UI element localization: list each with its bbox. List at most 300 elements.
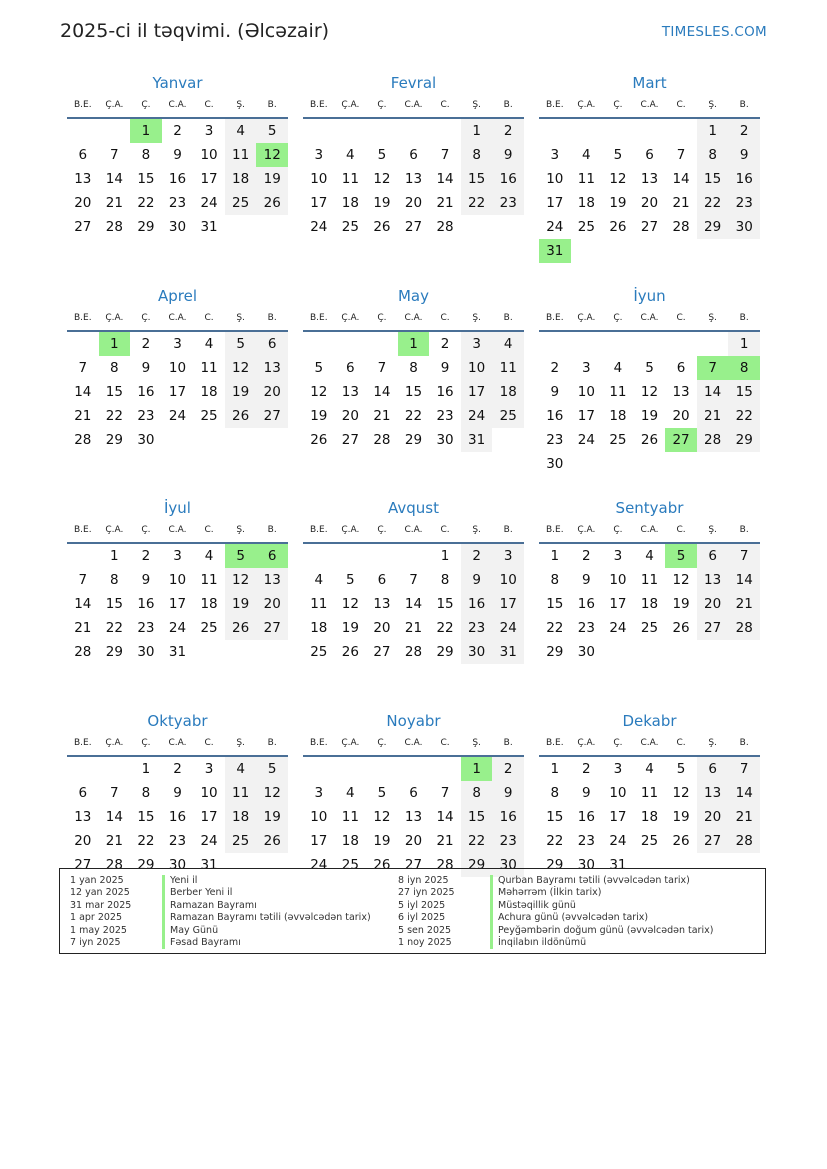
day-cell: 22 xyxy=(105,620,123,636)
day-cell: 26 xyxy=(373,219,391,235)
day-cell: 29 xyxy=(461,853,493,877)
weekday-label: B. xyxy=(739,525,749,535)
day-cell: 28 xyxy=(105,856,123,873)
day-cell: 24 xyxy=(168,407,187,424)
day-cell: 15 xyxy=(697,167,729,191)
legend-row xyxy=(398,925,713,937)
weekday-label: B. xyxy=(267,737,277,748)
month-block xyxy=(539,498,760,711)
day-cell: 28 xyxy=(105,219,123,235)
day-cell: 14 xyxy=(436,808,454,825)
empty-day-cell xyxy=(335,544,367,568)
empty-day-cell xyxy=(665,452,697,476)
day-cell: 9 xyxy=(173,147,182,163)
weekday-header xyxy=(539,93,760,119)
holiday-day-cell: 6 xyxy=(256,544,288,568)
day-cell: 26 xyxy=(256,829,288,853)
day-cell: 7 xyxy=(728,757,760,781)
day-cell: 28 xyxy=(672,219,690,235)
legend-row xyxy=(70,925,371,937)
day-cell: 31 xyxy=(609,856,627,873)
day-cell: 13 xyxy=(404,808,423,825)
day-cell: 18 xyxy=(225,167,257,191)
holiday-day-cell: 8 xyxy=(728,356,760,380)
day-cell: 27 xyxy=(256,616,288,640)
day-cell: 6 xyxy=(377,572,387,588)
weekday-label: Ç. xyxy=(377,312,387,323)
day-cell: 23 xyxy=(436,407,454,424)
day-cell: 27 xyxy=(341,431,359,448)
day-cell: 24 xyxy=(200,832,218,849)
legend-date: 27 iyn 2025 xyxy=(398,887,455,899)
day-cell: 21 xyxy=(728,805,760,829)
day-cell: 17 xyxy=(577,407,595,424)
weekday-label: Ş. xyxy=(708,525,717,535)
empty-day-cell xyxy=(366,544,398,568)
day-cell: 17 xyxy=(609,808,627,825)
day-cell: 23 xyxy=(168,832,187,849)
day-cell: 2 xyxy=(492,119,524,143)
day-cell: 17 xyxy=(200,171,218,187)
day-cell: 26 xyxy=(225,616,257,640)
day-cell: 12 xyxy=(310,383,328,400)
day-cell: 11 xyxy=(492,356,524,380)
day-cell: 4 xyxy=(225,119,257,143)
weekday-label: C. xyxy=(204,312,214,323)
day-cell: 8 xyxy=(110,359,119,376)
day-cell: 18 xyxy=(640,596,659,612)
day-cell: 9 xyxy=(492,781,524,805)
day-cell: 28 xyxy=(436,856,454,873)
month-name: Dekabr xyxy=(622,711,677,730)
day-cell: 11 xyxy=(310,596,328,612)
day-cell: 26 xyxy=(672,832,690,849)
empty-day-cell xyxy=(728,239,760,263)
day-cell: 26 xyxy=(225,404,257,428)
day-cell: 29 xyxy=(137,856,155,873)
month-name: Noyabr xyxy=(386,711,441,730)
weekday-header xyxy=(539,518,760,544)
day-cell: 25 xyxy=(341,856,359,873)
holiday-day-cell: 5 xyxy=(225,544,257,568)
day-cell: 5 xyxy=(613,147,623,163)
day-cell: 19 xyxy=(609,195,627,211)
day-cell: 10 xyxy=(310,808,328,825)
empty-day-cell xyxy=(571,239,603,263)
weekday-label: B.E. xyxy=(309,525,328,535)
month-name: Avqust xyxy=(388,499,439,517)
day-cell: 14 xyxy=(373,383,391,400)
day-cell: 27 xyxy=(404,856,423,873)
weekday-header xyxy=(67,518,288,544)
day-cell: 8 xyxy=(550,572,560,588)
empty-day-cell xyxy=(67,119,99,143)
day-cell: 26 xyxy=(310,431,328,448)
day-cell: 10 xyxy=(200,784,218,801)
day-cell: 18 xyxy=(609,407,627,424)
day-cell: 7 xyxy=(409,572,418,588)
day-cell: 31 xyxy=(200,219,218,235)
day-cell: 18 xyxy=(341,832,359,849)
day-cell: 27 xyxy=(74,856,92,873)
day-cell: 6 xyxy=(409,147,418,163)
weekday-label: Ş. xyxy=(472,737,481,748)
weekday-header xyxy=(303,518,524,544)
weekday-label: Ç.A. xyxy=(341,737,360,748)
day-cell: 4 xyxy=(645,760,654,777)
day-cell: 4 xyxy=(346,147,355,163)
day-cell: 14 xyxy=(728,781,760,805)
day-cell: 16 xyxy=(728,167,760,191)
day-cell: 24 xyxy=(546,219,564,235)
day-cell: 15 xyxy=(404,383,423,400)
month-name: Mart xyxy=(632,74,667,92)
empty-day-cell xyxy=(335,332,367,356)
day-cell: 9 xyxy=(492,143,524,167)
day-cell: 7 xyxy=(110,147,119,163)
legend-date: 5 sen 2025 xyxy=(398,924,452,936)
empty-day-cell xyxy=(225,215,257,239)
day-cell: 21 xyxy=(672,195,690,211)
day-cell: 29 xyxy=(546,644,564,660)
day-cell: 4 xyxy=(645,548,654,564)
holiday-legend xyxy=(59,868,766,954)
day-cell: 27 xyxy=(404,219,423,235)
legend-row xyxy=(70,937,371,949)
day-cell: 22 xyxy=(404,407,423,424)
day-cell: 16 xyxy=(436,383,454,400)
holiday-day-cell: 7 xyxy=(697,356,729,380)
empty-day-cell xyxy=(728,452,760,476)
day-cell: 30 xyxy=(577,856,595,873)
empty-day-cell xyxy=(303,544,335,568)
day-cell: 4 xyxy=(582,147,591,163)
day-cell: 12 xyxy=(373,171,391,187)
day-cell: 6 xyxy=(78,784,88,801)
day-cell: 29 xyxy=(728,428,760,452)
day-cell: 4 xyxy=(346,784,355,801)
day-cell: 31 xyxy=(200,856,218,873)
day-cell: 2 xyxy=(550,359,560,376)
day-cell: 4 xyxy=(314,572,324,588)
weekday-label: Ç.A. xyxy=(577,525,596,535)
legend-holiday-name: Ramazan Bayramı xyxy=(170,899,257,911)
day-cell: 26 xyxy=(341,644,359,660)
weekday-label: Ç. xyxy=(141,100,151,110)
empty-day-cell xyxy=(256,428,288,452)
weekday-label: Ç.A. xyxy=(105,737,124,748)
day-cell: 22 xyxy=(105,407,123,424)
day-cell: 31 xyxy=(492,640,524,664)
empty-day-cell xyxy=(335,119,367,143)
day-cell: 8 xyxy=(141,147,151,163)
day-cell: 30 xyxy=(461,640,493,664)
day-cell: 8 xyxy=(461,781,493,805)
day-cell: 30 xyxy=(546,455,564,472)
day-cell: 21 xyxy=(728,592,760,616)
day-cell: 13 xyxy=(672,383,690,400)
legend-row xyxy=(70,887,371,899)
weekday-label: B. xyxy=(267,100,277,110)
day-cell: 18 xyxy=(200,596,218,612)
day-cell: 5 xyxy=(256,757,288,781)
day-cell: 11 xyxy=(640,784,659,801)
weekday-label: B. xyxy=(503,100,513,110)
holiday-day-cell: 1 xyxy=(461,757,493,781)
day-cell: 11 xyxy=(341,808,359,825)
day-cell: 25 xyxy=(640,620,659,636)
empty-day-cell xyxy=(99,119,131,143)
day-cell: 27 xyxy=(697,616,729,640)
weekday-label: C. xyxy=(204,737,214,748)
day-cell: 28 xyxy=(74,431,92,448)
day-cell: 24 xyxy=(200,195,218,211)
day-cell: 20 xyxy=(697,805,729,829)
calendar-grid xyxy=(67,73,760,923)
day-cell: 14 xyxy=(105,171,123,187)
day-cell: 10 xyxy=(546,171,564,187)
day-cell: 4 xyxy=(225,757,257,781)
empty-day-cell xyxy=(303,332,335,356)
empty-day-cell xyxy=(256,640,288,664)
day-cell: 12 xyxy=(225,568,257,592)
day-cell: 14 xyxy=(105,808,123,825)
day-cell: 9 xyxy=(582,784,591,801)
weekday-label: Ç. xyxy=(141,737,151,748)
day-cell: 16 xyxy=(492,805,524,829)
weekday-header xyxy=(539,731,760,757)
empty-day-cell xyxy=(634,452,666,476)
month-name: Sentyabr xyxy=(615,499,684,517)
empty-day-cell xyxy=(225,428,257,452)
day-cell: 12 xyxy=(672,784,690,801)
day-cell: 21 xyxy=(436,195,454,211)
day-cell: 9 xyxy=(550,383,560,400)
day-cell: 3 xyxy=(613,548,623,564)
legend-holiday-name: Fəsad Bayramı xyxy=(170,936,241,948)
empty-day-cell xyxy=(697,239,729,263)
day-cell: 2 xyxy=(173,760,182,777)
legend-marker xyxy=(162,887,165,899)
day-cell: 14 xyxy=(672,171,690,187)
legend-date: 5 iyl 2025 xyxy=(398,899,446,911)
weekday-label: Ş. xyxy=(236,737,245,748)
day-cell: 14 xyxy=(728,568,760,592)
day-cell: 22 xyxy=(546,832,564,849)
empty-day-cell xyxy=(602,452,634,476)
month-name: May xyxy=(397,286,429,305)
day-cell: 9 xyxy=(440,359,450,376)
day-cell: 16 xyxy=(492,167,524,191)
day-cell: 24 xyxy=(609,620,627,636)
day-cell: 26 xyxy=(609,219,627,235)
day-cell: 24 xyxy=(310,219,328,235)
weekday-header xyxy=(67,93,288,119)
day-cell: 20 xyxy=(256,380,288,404)
day-cell: 22 xyxy=(436,620,454,636)
day-cell: 4 xyxy=(204,548,214,564)
legend-row xyxy=(398,912,713,924)
day-grid xyxy=(67,332,288,452)
empty-day-cell xyxy=(193,428,225,452)
empty-day-cell xyxy=(162,428,194,452)
empty-day-cell xyxy=(67,332,99,356)
day-cell: 21 xyxy=(74,407,92,424)
day-cell: 22 xyxy=(137,195,155,211)
day-cell: 26 xyxy=(256,191,288,215)
day-cell: 16 xyxy=(168,171,187,187)
day-cell: 15 xyxy=(436,596,454,612)
day-cell: 25 xyxy=(225,829,257,853)
day-cell: 30 xyxy=(137,431,155,448)
day-cell: 28 xyxy=(728,616,760,640)
day-cell: 19 xyxy=(256,805,288,829)
empty-day-cell xyxy=(602,239,634,263)
legend-holiday-name: Məhərrəm (İlkin tarix) xyxy=(498,887,602,899)
weekday-label: B.E. xyxy=(73,100,92,110)
legend-marker xyxy=(162,912,165,924)
day-cell: 7 xyxy=(676,147,686,163)
legend-holiday-name: Qurban Bayramı tətili (əvvəlcədən tarix) xyxy=(498,875,690,886)
empty-day-cell xyxy=(697,640,729,664)
day-cell: 28 xyxy=(74,644,92,660)
day-cell: 19 xyxy=(256,167,288,191)
weekday-label: B.E. xyxy=(309,100,328,110)
day-cell: 12 xyxy=(225,356,257,380)
day-cell: 19 xyxy=(640,407,659,424)
weekday-label: B.E. xyxy=(545,100,564,110)
day-cell: 23 xyxy=(546,431,564,448)
day-cell: 25 xyxy=(341,219,359,235)
month-name: İyun xyxy=(633,286,666,305)
brand-link[interactable]: TIMESLES.COM xyxy=(661,24,767,40)
day-cell: 27 xyxy=(74,219,92,235)
day-cell: 16 xyxy=(168,808,187,825)
empty-day-cell xyxy=(571,119,603,143)
month-block xyxy=(303,73,524,286)
day-cell: 5 xyxy=(377,784,387,801)
day-cell: 25 xyxy=(310,644,328,660)
day-cell: 24 xyxy=(577,431,595,448)
month-block xyxy=(303,286,524,499)
day-cell: 11 xyxy=(200,572,218,588)
day-cell: 23 xyxy=(168,195,187,211)
day-cell: 1 xyxy=(110,548,119,564)
weekday-label: Ç. xyxy=(377,525,387,535)
day-cell: 13 xyxy=(74,171,92,187)
legend-marker xyxy=(490,900,493,912)
day-cell: 5 xyxy=(645,359,654,376)
weekday-label: B. xyxy=(739,737,749,748)
day-cell: 2 xyxy=(173,123,182,139)
empty-day-cell xyxy=(697,452,729,476)
day-grid xyxy=(539,757,760,877)
legend-date: 7 iyn 2025 xyxy=(70,936,121,948)
day-cell: 22 xyxy=(137,832,155,849)
day-grid xyxy=(67,119,288,239)
day-cell: 22 xyxy=(728,404,760,428)
day-cell: 18 xyxy=(577,195,595,211)
day-grid xyxy=(539,332,760,476)
day-cell: 3 xyxy=(550,147,560,163)
day-cell: 6 xyxy=(346,359,355,376)
day-cell: 23 xyxy=(492,191,524,215)
weekday-label: C.A. xyxy=(404,525,423,535)
day-cell: 3 xyxy=(582,359,591,376)
day-cell: 21 xyxy=(74,620,92,636)
legend-marker xyxy=(490,912,493,924)
weekday-label: C. xyxy=(440,525,450,535)
day-cell: 30 xyxy=(728,215,760,239)
empty-day-cell xyxy=(634,640,666,664)
weekday-label: Ş. xyxy=(236,525,245,535)
weekday-label: Ç.A. xyxy=(341,312,360,323)
day-cell: 15 xyxy=(105,596,123,612)
day-cell: 17 xyxy=(200,808,218,825)
day-cell: 15 xyxy=(461,167,493,191)
day-cell: 19 xyxy=(341,620,359,636)
day-cell: 3 xyxy=(173,335,182,352)
day-cell: 19 xyxy=(672,596,690,612)
month-block xyxy=(67,498,288,711)
day-cell: 8 xyxy=(409,359,418,376)
empty-day-cell xyxy=(303,119,335,143)
legend-column-right xyxy=(398,875,713,949)
empty-day-cell xyxy=(665,332,697,356)
weekday-label: C.A. xyxy=(168,312,187,323)
day-cell: 13 xyxy=(256,356,288,380)
day-cell: 2 xyxy=(461,544,493,568)
day-cell: 30 xyxy=(492,853,524,877)
weekday-label: C.A. xyxy=(168,100,187,110)
day-cell: 18 xyxy=(225,805,257,829)
day-cell: 6 xyxy=(256,332,288,356)
day-cell: 27 xyxy=(373,644,391,660)
day-cell: 31 xyxy=(461,428,493,452)
day-cell: 1 xyxy=(697,119,729,143)
day-cell: 21 xyxy=(697,404,729,428)
day-cell: 20 xyxy=(404,195,423,211)
day-cell: 25 xyxy=(577,219,595,235)
weekday-label: Ç. xyxy=(613,525,623,535)
weekday-label: C. xyxy=(676,100,686,110)
day-cell: 19 xyxy=(310,407,328,424)
day-cell: 15 xyxy=(546,808,564,825)
day-cell: 26 xyxy=(672,620,690,636)
day-cell: 9 xyxy=(141,572,151,588)
legend-row xyxy=(70,875,371,887)
weekday-label: Ç. xyxy=(141,525,151,535)
legend-column-left xyxy=(70,875,371,949)
weekday-header xyxy=(303,93,524,119)
day-cell: 4 xyxy=(492,332,524,356)
day-cell: 12 xyxy=(640,383,659,400)
day-cell: 12 xyxy=(341,596,359,612)
weekday-label: C. xyxy=(440,100,450,110)
day-cell: 3 xyxy=(173,548,182,564)
day-cell: 13 xyxy=(341,383,359,400)
day-cell: 3 xyxy=(204,760,214,777)
day-cell: 3 xyxy=(461,332,493,356)
weekday-label: C.A. xyxy=(168,525,187,535)
day-grid xyxy=(539,119,760,263)
day-cell: 10 xyxy=(609,572,627,588)
day-cell: 6 xyxy=(409,784,418,801)
day-cell: 20 xyxy=(404,832,423,849)
empty-day-cell xyxy=(665,119,697,143)
day-cell: 29 xyxy=(404,431,423,448)
legend-holiday-name: Peyğəmbərin doğum günü (əvvəlcədən tarix) xyxy=(498,924,714,936)
